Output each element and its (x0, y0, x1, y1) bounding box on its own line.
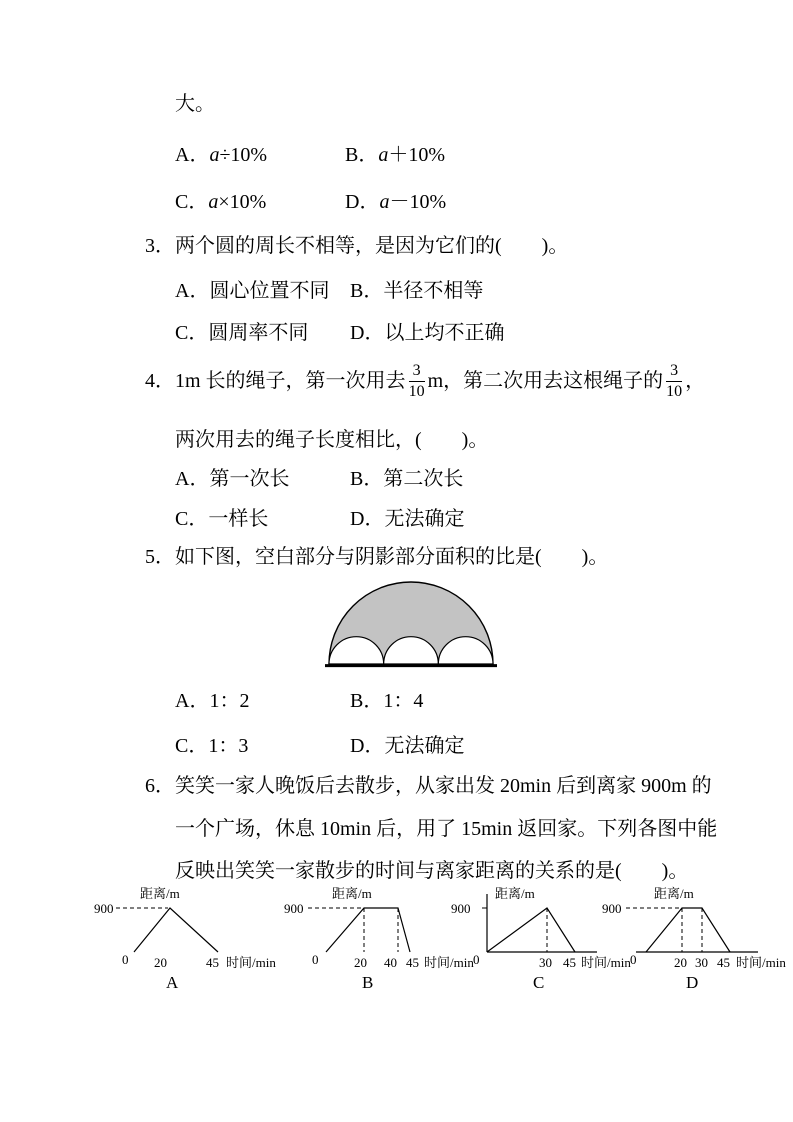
question-text: 如下图，空白部分与阴影部分面积的比是( )。 (175, 546, 609, 568)
math-var: a (209, 144, 220, 166)
option-text: 圆心位置不同 (209, 280, 330, 302)
origin-tick: 0 (312, 952, 319, 967)
semicircle-figure (325, 582, 497, 670)
y-axis-label: 距离/m (140, 886, 180, 901)
x-tick-45: 45 (406, 955, 419, 970)
option-text: 1：2 (209, 690, 250, 712)
x-tick-30: 30 (695, 955, 708, 970)
option-letter: A． (175, 468, 210, 490)
question-number: 3． (145, 235, 175, 257)
q5-option-a (175, 689, 249, 713)
q3-option-a (175, 279, 329, 303)
x-tick-45: 45 (206, 955, 219, 970)
option-text: ＋10% (388, 144, 446, 166)
q5-option-d (350, 734, 464, 758)
x-tick-40: 40 (384, 955, 397, 970)
option-text: 1：4 (383, 690, 424, 712)
fraction-3-10 (666, 362, 682, 400)
x-tick-20: 20 (674, 955, 687, 970)
origin-tick: 0 (473, 952, 480, 967)
question-text: 笑笑一家人晚饭后去散步，从家出发 20min 后到离家 900m 的 (175, 775, 712, 797)
option-text: 无法确定 (384, 508, 465, 530)
q2-tail: 大。 (175, 93, 215, 115)
q5-option-c (175, 734, 248, 758)
q4-option-a (175, 467, 289, 491)
x-tick-20: 20 (154, 955, 167, 970)
y-axis-label: 距离/m (654, 886, 694, 901)
y-max-tick: 900 (451, 901, 471, 916)
option-letter: B． (350, 280, 384, 302)
question-number: 6． (145, 775, 175, 797)
chart-option-d (600, 884, 790, 992)
option-letter: B． (350, 690, 384, 712)
x-axis-label: 时间/min (581, 955, 631, 970)
distance-time-line (487, 908, 575, 952)
q3-option-d (350, 321, 504, 345)
math-var: a (378, 144, 389, 166)
q2-option-d (345, 190, 446, 214)
option-letter: D． (345, 191, 380, 213)
math-var: a (379, 191, 390, 213)
option-letter: B． (345, 144, 379, 166)
chart-letter: D (686, 973, 699, 992)
question-5 (145, 545, 608, 569)
option-text: 以上均不正确 (384, 322, 505, 344)
origin-tick: 0 (630, 952, 637, 967)
x-axis-label: 时间/min (226, 955, 276, 970)
q3-option-c (175, 321, 308, 345)
y-axis-label: 距离/m (332, 886, 372, 901)
option-letter: A． (175, 280, 210, 302)
fraction-3-10 (409, 362, 425, 400)
x-tick-45: 45 (717, 955, 730, 970)
question-number: 4． (145, 370, 175, 392)
option-text: ÷10% (219, 144, 268, 166)
option-text: 第二次长 (383, 468, 464, 490)
chart-letter: A (166, 973, 179, 992)
option-letter: D． (350, 322, 385, 344)
distance-time-line (134, 908, 218, 952)
chart-letter: B (362, 973, 374, 992)
question-6-line1 (145, 774, 712, 798)
question-text: 两个圆的周长不相等，是因为它们的( )。 (175, 235, 569, 257)
option-text: －10% (389, 191, 447, 213)
x-axis-label: 时间/min (736, 955, 786, 970)
option-letter: A． (175, 690, 210, 712)
q2-option-b (345, 143, 445, 167)
chart-letter: C (533, 973, 545, 992)
q3-option-b (350, 279, 483, 303)
x-tick-30: 30 (539, 955, 552, 970)
question-text: m，第二次用去这根绳子的 (427, 370, 664, 392)
distance-time-line (326, 908, 410, 952)
q2-option-c (175, 190, 266, 214)
chart-option-a (88, 884, 276, 992)
distance-time-line (646, 908, 730, 952)
option-letter: C． (175, 191, 209, 213)
x-tick-45: 45 (563, 955, 576, 970)
option-text: 无法确定 (384, 735, 465, 757)
question-number: 5． (145, 546, 175, 568)
fraction-numerator: 3 (666, 362, 682, 382)
origin-tick: 0 (122, 952, 129, 967)
y-max-tick: 900 (602, 901, 622, 916)
option-letter: C． (175, 735, 209, 757)
math-var: a (208, 191, 219, 213)
x-tick-20: 20 (354, 955, 367, 970)
q2-option-a (175, 143, 267, 167)
fraction-denominator: 10 (408, 382, 425, 400)
fraction-denominator: 10 (666, 382, 683, 400)
x-axis-label: 时间/min (424, 955, 474, 970)
question-4-line2: 两次用去的绳子长度相比，( )。 (175, 429, 489, 451)
question-6-line2: 一个广场，休息 10min 后，用了 15min 返回家。下列各图中能 (175, 818, 718, 840)
question-text: ， (685, 370, 706, 392)
option-letter: A． (175, 144, 210, 166)
question-3 (145, 234, 568, 258)
option-letter: C． (175, 508, 209, 530)
option-text: 半径不相等 (383, 280, 484, 302)
q4-option-c (175, 507, 268, 531)
option-text: 第一次长 (209, 468, 290, 490)
fraction-numerator: 3 (409, 362, 425, 382)
question-text: 1m 长的绳子，第一次用去 (175, 370, 406, 392)
option-letter: D． (350, 735, 385, 757)
question-4-line1 (145, 356, 705, 406)
option-text: ×10% (218, 191, 267, 213)
q4-option-b (350, 467, 463, 491)
chart-option-b (280, 884, 474, 992)
option-letter: B． (350, 468, 384, 490)
q4-option-d (350, 507, 464, 531)
y-max-tick: 900 (94, 901, 114, 916)
y-max-tick: 900 (284, 901, 304, 916)
option-letter: D． (350, 508, 385, 530)
question-6-line3: 反映出笑笑一家散步的时间与离家距离的关系的是( )。 (175, 860, 689, 882)
option-text: 圆周率不同 (208, 322, 309, 344)
option-letter: C． (175, 322, 209, 344)
option-text: 1：3 (208, 735, 249, 757)
y-axis-label: 距离/m (495, 886, 535, 901)
q5-option-b (350, 689, 423, 713)
chart-option-c (445, 884, 631, 992)
option-text: 一样长 (208, 508, 269, 530)
